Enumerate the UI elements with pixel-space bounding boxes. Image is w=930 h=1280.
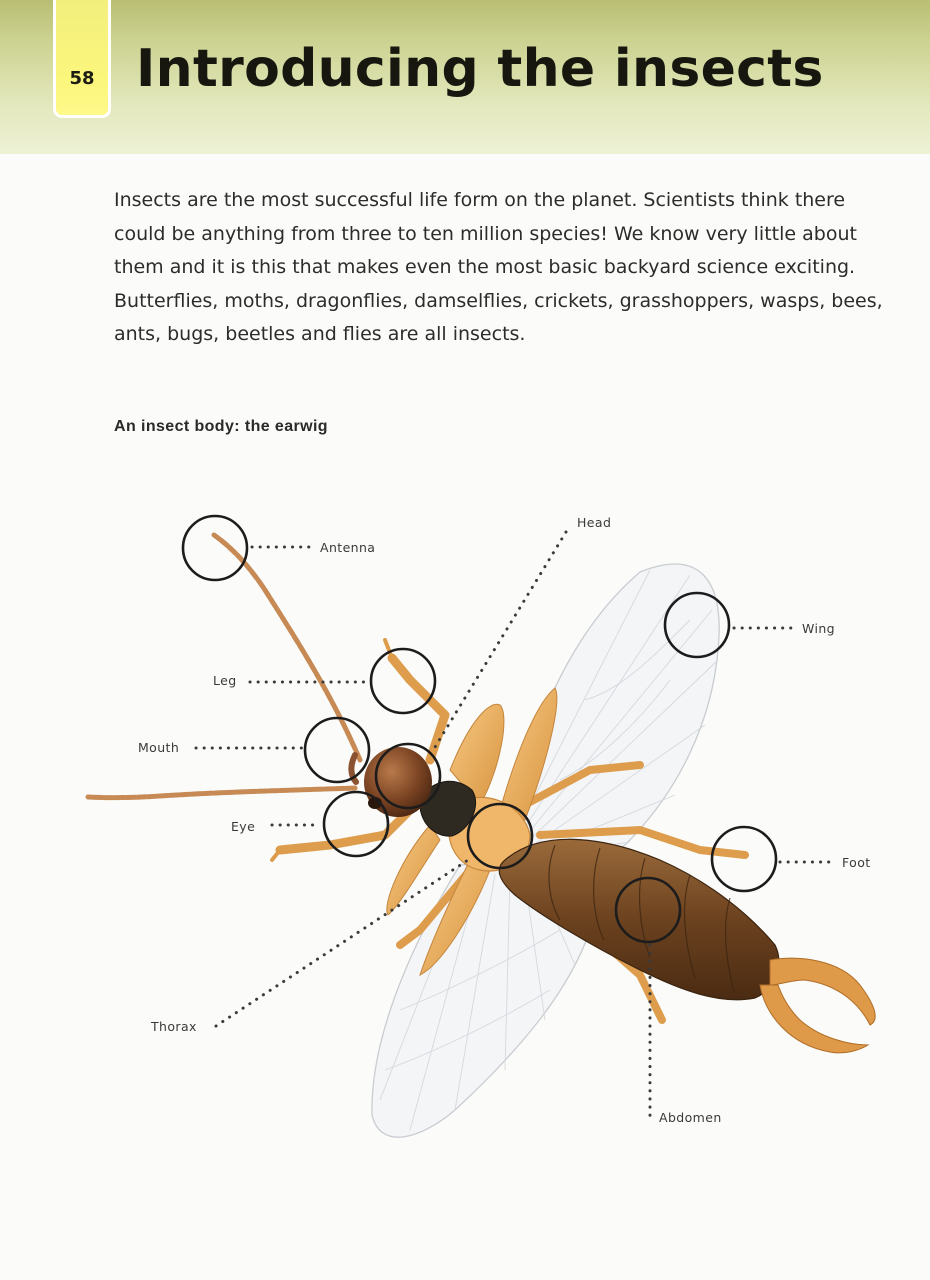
forewing-left <box>387 825 440 915</box>
ring-antenna <box>183 516 247 580</box>
label-foot: Foot <box>842 855 871 870</box>
ring-foot <box>712 827 776 891</box>
ring-eye <box>324 792 388 856</box>
earwig-illustration <box>88 535 875 1137</box>
ring-mouth <box>305 718 369 782</box>
label-head: Head <box>577 515 612 530</box>
label-wing: Wing <box>802 621 836 636</box>
intro-paragraph: Insects are the most successful life form on the planet. Scientists think there could be anything from three to ten million species! We know very little about them and it is this that makes even the most basic backyard science exciting. Butterflies, moths, dragonflies, damselflies, crickets, grasshoppers, wasps, bees, ants, bugs, beetles and flies are all insects. <box>114 189 883 345</box>
label-antenna: Antenna <box>320 540 376 555</box>
antenna-upper <box>214 535 360 760</box>
ring-leg <box>371 649 435 713</box>
label-eye: Eye <box>231 819 256 834</box>
page-number: 58 <box>69 68 95 89</box>
label-leg: Leg <box>213 673 237 688</box>
page-title: Introducing the insects <box>136 39 824 99</box>
diagram-heading: An insect body: the earwig <box>114 418 328 435</box>
label-thorax: Thorax <box>151 1019 197 1034</box>
antenna-lower <box>88 788 355 798</box>
label-abdomen: Abdomen <box>659 1110 722 1125</box>
label-mouth: Mouth <box>138 740 180 755</box>
